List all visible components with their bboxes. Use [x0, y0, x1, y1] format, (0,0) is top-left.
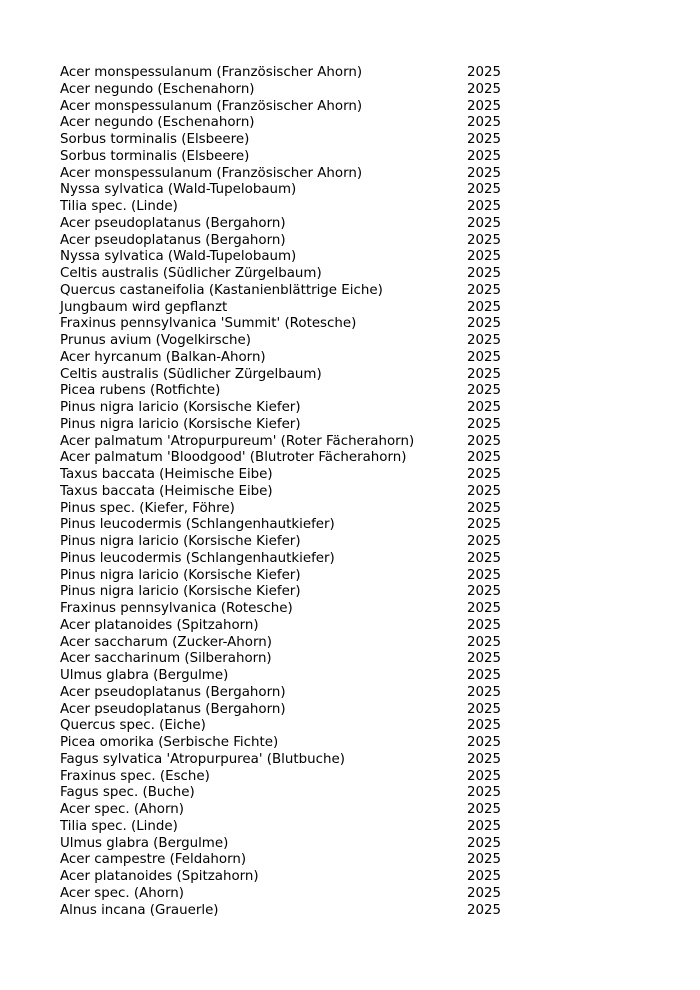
year-cell: 2025 — [467, 701, 502, 717]
year-cell: 2025 — [467, 735, 502, 750]
species-cell: Fagus sylvatica 'Atropurpurea' (Blutbuche) — [60, 751, 345, 767]
table-row — [60, 266, 520, 283]
table-row — [60, 333, 520, 350]
year-cell: 2025 — [467, 835, 502, 851]
tree-planting-table — [60, 65, 520, 919]
species-cell: Acer monspessulanum (Französischer Ahorn) — [60, 98, 363, 114]
species-cell: Quercus castaneifolia (Kastanienblättrige Eiche) — [60, 282, 383, 298]
species-cell: Sorbus torminalis (Elsbeere) — [60, 132, 250, 147]
year-cell: 2025 — [467, 81, 502, 97]
table-row — [60, 852, 520, 869]
species-cell: Picea omorika (Serbische Fichte) — [60, 735, 279, 750]
year-cell: 2025 — [467, 818, 502, 834]
table-row — [60, 65, 520, 82]
species-cell: Acer pseudoplatanus (Bergahorn) — [60, 232, 286, 248]
table-row — [60, 618, 520, 635]
species-cell: Acer spec. (Ahorn) — [60, 885, 184, 901]
table-row — [60, 216, 520, 233]
year-cell: 2025 — [467, 768, 502, 784]
year-cell: 2025 — [467, 383, 502, 399]
year-cell: 2025 — [467, 534, 502, 549]
year-cell: 2025 — [467, 199, 502, 214]
table-row — [60, 685, 520, 702]
year-cell: 2025 — [467, 718, 502, 734]
year-cell: 2025 — [467, 467, 502, 482]
table-row — [60, 819, 520, 836]
table-row — [60, 718, 520, 735]
species-cell: Pinus spec. (Kiefer, Föhre) — [60, 500, 235, 516]
table-row — [60, 601, 520, 618]
table-row — [60, 182, 520, 199]
table-row — [60, 115, 520, 132]
species-cell: Pinus nigra laricio (Korsische Kiefer) — [60, 567, 301, 583]
year-cell: 2025 — [467, 500, 502, 516]
year-cell: 2025 — [467, 349, 502, 365]
species-cell: Acer platanoides (Spitzahorn) — [60, 869, 259, 884]
table-row — [60, 350, 520, 367]
year-cell: 2025 — [467, 148, 502, 164]
species-cell: Taxus baccata (Heimische Eibe) — [60, 483, 273, 499]
year-cell: 2025 — [467, 65, 502, 80]
table-row — [60, 316, 520, 333]
year-cell: 2025 — [467, 182, 502, 198]
table-row — [60, 702, 520, 719]
species-cell: Pinus leucodermis (Schlangenhautkiefer) — [60, 517, 335, 533]
table-row — [60, 233, 520, 250]
table-row — [60, 668, 520, 685]
year-cell: 2025 — [467, 249, 502, 265]
species-cell: Pinus leucodermis (Schlangenhautkiefer) — [60, 550, 335, 566]
year-cell: 2025 — [467, 132, 502, 147]
year-cell: 2025 — [467, 333, 502, 348]
year-cell: 2025 — [467, 299, 502, 315]
species-cell: Picea rubens (Rotfichte) — [60, 383, 221, 399]
table-row — [60, 400, 520, 417]
year-cell: 2025 — [467, 885, 502, 901]
species-cell: Fraxinus spec. (Esche) — [60, 768, 210, 784]
table-row — [60, 568, 520, 585]
table-row — [60, 99, 520, 116]
species-cell: Tilia spec. (Linde) — [60, 818, 178, 834]
species-cell: Acer palmatum 'Atropurpureum' (Roter Fächerahorn) — [60, 433, 415, 449]
year-cell: 2025 — [467, 751, 502, 767]
year-cell: 2025 — [467, 316, 502, 332]
species-cell: Sorbus torminalis (Elsbeere) — [60, 148, 250, 164]
table-row — [60, 903, 520, 920]
year-cell: 2025 — [467, 450, 502, 466]
species-cell: Nyssa sylvatica (Wald-Tupelobaum) — [60, 182, 297, 198]
species-cell: Acer platanoides (Spitzahorn) — [60, 617, 259, 633]
year-cell: 2025 — [467, 634, 502, 650]
year-cell: 2025 — [467, 517, 502, 533]
species-cell: Celtis australis (Südlicher Zürgelbaum) — [60, 366, 322, 382]
year-cell: 2025 — [467, 416, 502, 432]
species-cell: Acer negundo (Eschenahorn) — [60, 81, 255, 97]
year-cell: 2025 — [467, 668, 502, 683]
species-cell: Fraxinus pennsylvanica (Rotesche) — [60, 601, 293, 616]
table-row — [60, 769, 520, 786]
table-row — [60, 417, 520, 434]
species-cell: Jungbaum wird gepflanzt — [60, 299, 228, 315]
year-cell: 2025 — [467, 567, 502, 583]
table-row — [60, 635, 520, 652]
species-cell: Acer spec. (Ahorn) — [60, 802, 184, 817]
table-row — [60, 735, 520, 752]
species-cell: Pinus nigra laricio (Korsische Kiefer) — [60, 400, 301, 415]
table-row — [60, 166, 520, 183]
table-row — [60, 802, 520, 819]
species-cell: Acer monspessulanum (Französischer Ahorn) — [60, 165, 363, 181]
table-row — [60, 752, 520, 769]
year-cell: 2025 — [467, 902, 502, 918]
species-cell: Acer pseudoplatanus (Bergahorn) — [60, 701, 286, 717]
table-row — [60, 517, 520, 534]
table-row — [60, 869, 520, 886]
table-row — [60, 651, 520, 668]
year-cell: 2025 — [467, 601, 502, 616]
year-cell: 2025 — [467, 617, 502, 633]
table-row — [60, 836, 520, 853]
year-cell: 2025 — [467, 684, 502, 700]
table-row — [60, 886, 520, 903]
species-cell: Pinus nigra laricio (Korsische Kiefer) — [60, 584, 301, 600]
table-row — [60, 534, 520, 551]
tree-table-body — [60, 65, 520, 919]
year-cell: 2025 — [467, 400, 502, 415]
year-cell: 2025 — [467, 483, 502, 499]
species-cell: Acer saccharinum (Silberahorn) — [60, 651, 272, 667]
species-cell: Nyssa sylvatica (Wald-Tupelobaum) — [60, 249, 297, 265]
species-cell: Prunus avium (Vogelkirsche) — [60, 333, 251, 348]
year-cell: 2025 — [467, 282, 502, 298]
table-row — [60, 249, 520, 266]
species-cell: Ulmus glabra (Bergulme) — [60, 835, 229, 851]
year-cell: 2025 — [467, 651, 502, 667]
year-cell: 2025 — [467, 785, 502, 801]
species-cell: Acer campestre (Feldahorn) — [60, 852, 247, 868]
table-row — [60, 149, 520, 166]
table-row — [60, 434, 520, 451]
year-cell: 2025 — [467, 433, 502, 449]
table-row — [60, 383, 520, 400]
species-cell: Pinus nigra laricio (Korsische Kiefer) — [60, 416, 301, 432]
year-cell: 2025 — [467, 802, 502, 817]
table-row — [60, 467, 520, 484]
species-cell: Acer pseudoplatanus (Bergahorn) — [60, 684, 286, 700]
table-row — [60, 484, 520, 501]
species-cell: Acer negundo (Eschenahorn) — [60, 115, 255, 131]
year-cell: 2025 — [467, 165, 502, 181]
species-cell: Ulmus glabra (Bergulme) — [60, 668, 229, 683]
table-row — [60, 367, 520, 384]
species-cell: Acer palmatum 'Bloodgood' (Blutroter Fächerahorn) — [60, 450, 407, 466]
table-row — [60, 132, 520, 149]
table-row — [60, 300, 520, 317]
table-row — [60, 584, 520, 601]
species-cell: Acer monspessulanum (Französischer Ahorn) — [60, 65, 363, 80]
species-cell: Acer hyrcanum (Balkan-Ahorn) — [60, 349, 266, 365]
table-row — [60, 501, 520, 518]
year-cell: 2025 — [467, 366, 502, 382]
species-cell: Fagus spec. (Buche) — [60, 785, 195, 801]
table-row — [60, 551, 520, 568]
species-cell: Acer pseudoplatanus (Bergahorn) — [60, 215, 286, 231]
table-row — [60, 199, 520, 216]
species-cell: Celtis australis (Südlicher Zürgelbaum) — [60, 266, 322, 281]
species-cell: Taxus baccata (Heimische Eibe) — [60, 467, 273, 482]
species-cell: Pinus nigra laricio (Korsische Kiefer) — [60, 534, 301, 549]
year-cell: 2025 — [467, 584, 502, 600]
species-cell: Quercus spec. (Eiche) — [60, 718, 206, 734]
table-row — [60, 785, 520, 802]
table-row — [60, 283, 520, 300]
year-cell: 2025 — [467, 232, 502, 248]
year-cell: 2025 — [467, 266, 502, 281]
year-cell: 2025 — [467, 852, 502, 868]
species-cell: Acer saccharum (Zucker-Ahorn) — [60, 634, 272, 650]
year-cell: 2025 — [467, 115, 502, 131]
year-cell: 2025 — [467, 215, 502, 231]
species-cell: Tilia spec. (Linde) — [60, 199, 178, 214]
year-cell: 2025 — [467, 550, 502, 566]
table-row — [60, 450, 520, 467]
year-cell: 2025 — [467, 869, 502, 884]
table-row — [60, 82, 520, 99]
species-cell: Fraxinus pennsylvanica 'Summit' (Rotesche) — [60, 316, 357, 332]
species-cell: Alnus incana (Grauerle) — [60, 902, 219, 918]
year-cell: 2025 — [467, 98, 502, 114]
